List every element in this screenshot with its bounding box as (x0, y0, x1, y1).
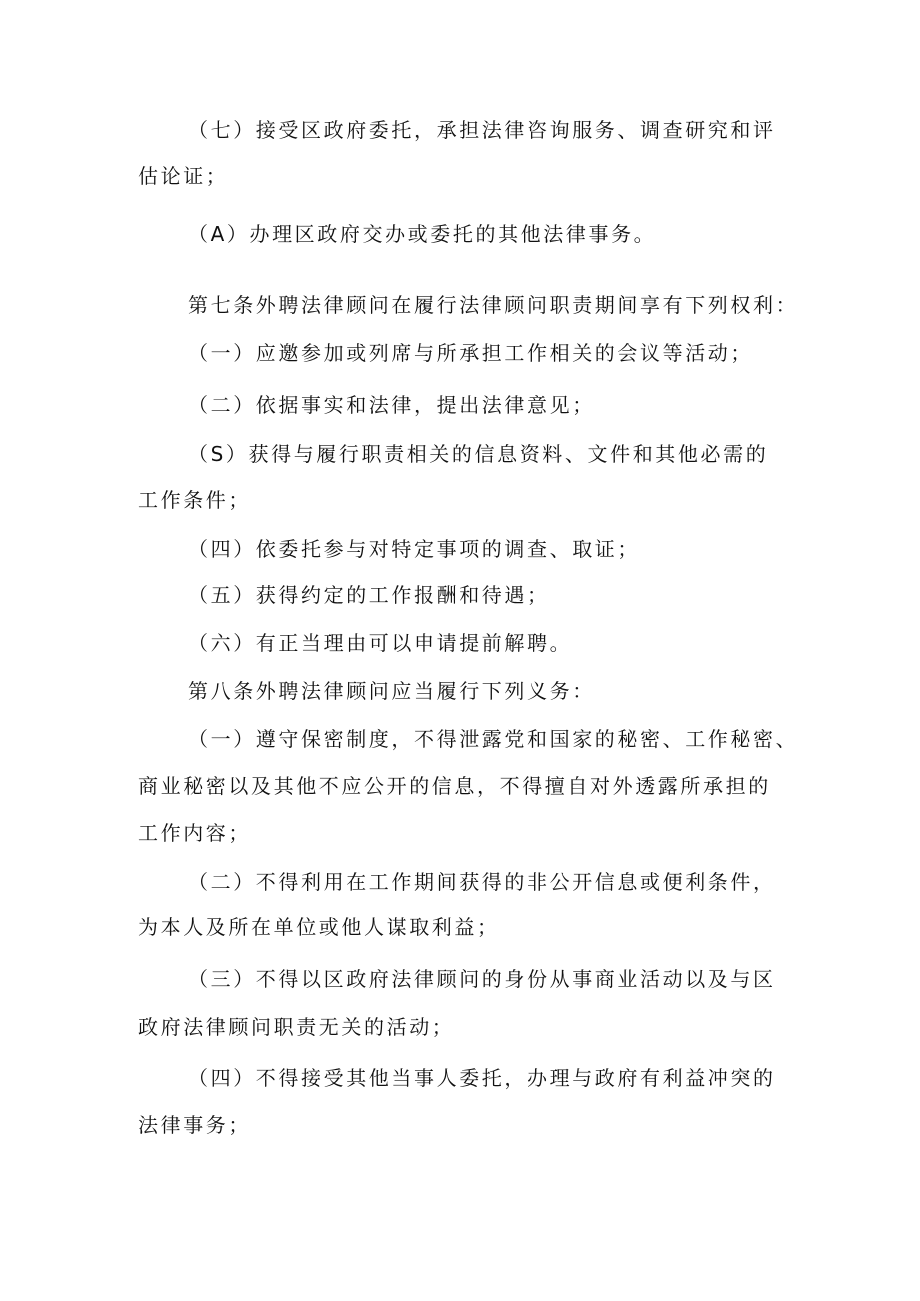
paragraph-line: （二）不得利用在工作期间获得的非公开信息或便利条件， (188, 870, 776, 894)
paragraph-line: 工作条件； (138, 488, 251, 512)
paragraph-line: （五）获得约定的工作报酬和待遇； (188, 583, 550, 607)
paragraph-line: （一）遵守保密制度，不得泄露党和国家的秘密、工作秘密、 (188, 727, 799, 751)
paragraph-line: 政府法律顾问职责无关的活动； (138, 1015, 455, 1039)
paragraph-line: （三）不得以区政府法律顾问的身份从事商业活动以及与区 (188, 967, 776, 991)
paragraph-line: 估论证； (138, 164, 229, 188)
paragraph-line: 商业秘密以及其他不应公开的信息，不得擅自对外透露所承担的 (138, 774, 771, 798)
paragraph-line: （A）办理区政府交办或委托的其他法律事务。 (188, 222, 657, 246)
paragraph-line: 为本人及所在单位或他人谋取利益； (138, 915, 500, 939)
paragraph-line: （二）依据事实和法律，提出法律意见； (188, 393, 595, 417)
paragraph-line: （六）有正当理由可以申请提前解聘。 (188, 631, 573, 655)
paragraph-line: （四）依委托参与对特定事项的调查、取证； (188, 537, 640, 561)
paragraph-line: （四）不得接受其他当事人委托，办理与政府有利益冲突的 (188, 1066, 776, 1090)
paragraph-line: （一）应邀参加或列席与所承担工作相关的会议等活动； (188, 341, 753, 365)
paragraph-line: （S）获得与履行职责相关的信息资料、文件和其他必需的 (188, 442, 769, 466)
paragraph-line: 法律事务； (138, 1113, 251, 1137)
section-heading: 第八条外聘法律顾问应当履行下列义务： (188, 679, 595, 703)
paragraph-line: 工作内容； (138, 821, 251, 845)
paragraph-line: （七）接受区政府委托，承担法律咨询服务、调查研究和评 (188, 118, 776, 142)
section-heading: 第七条外聘法律顾问在履行法律顾问职责期间享有下列权利： (188, 293, 799, 317)
